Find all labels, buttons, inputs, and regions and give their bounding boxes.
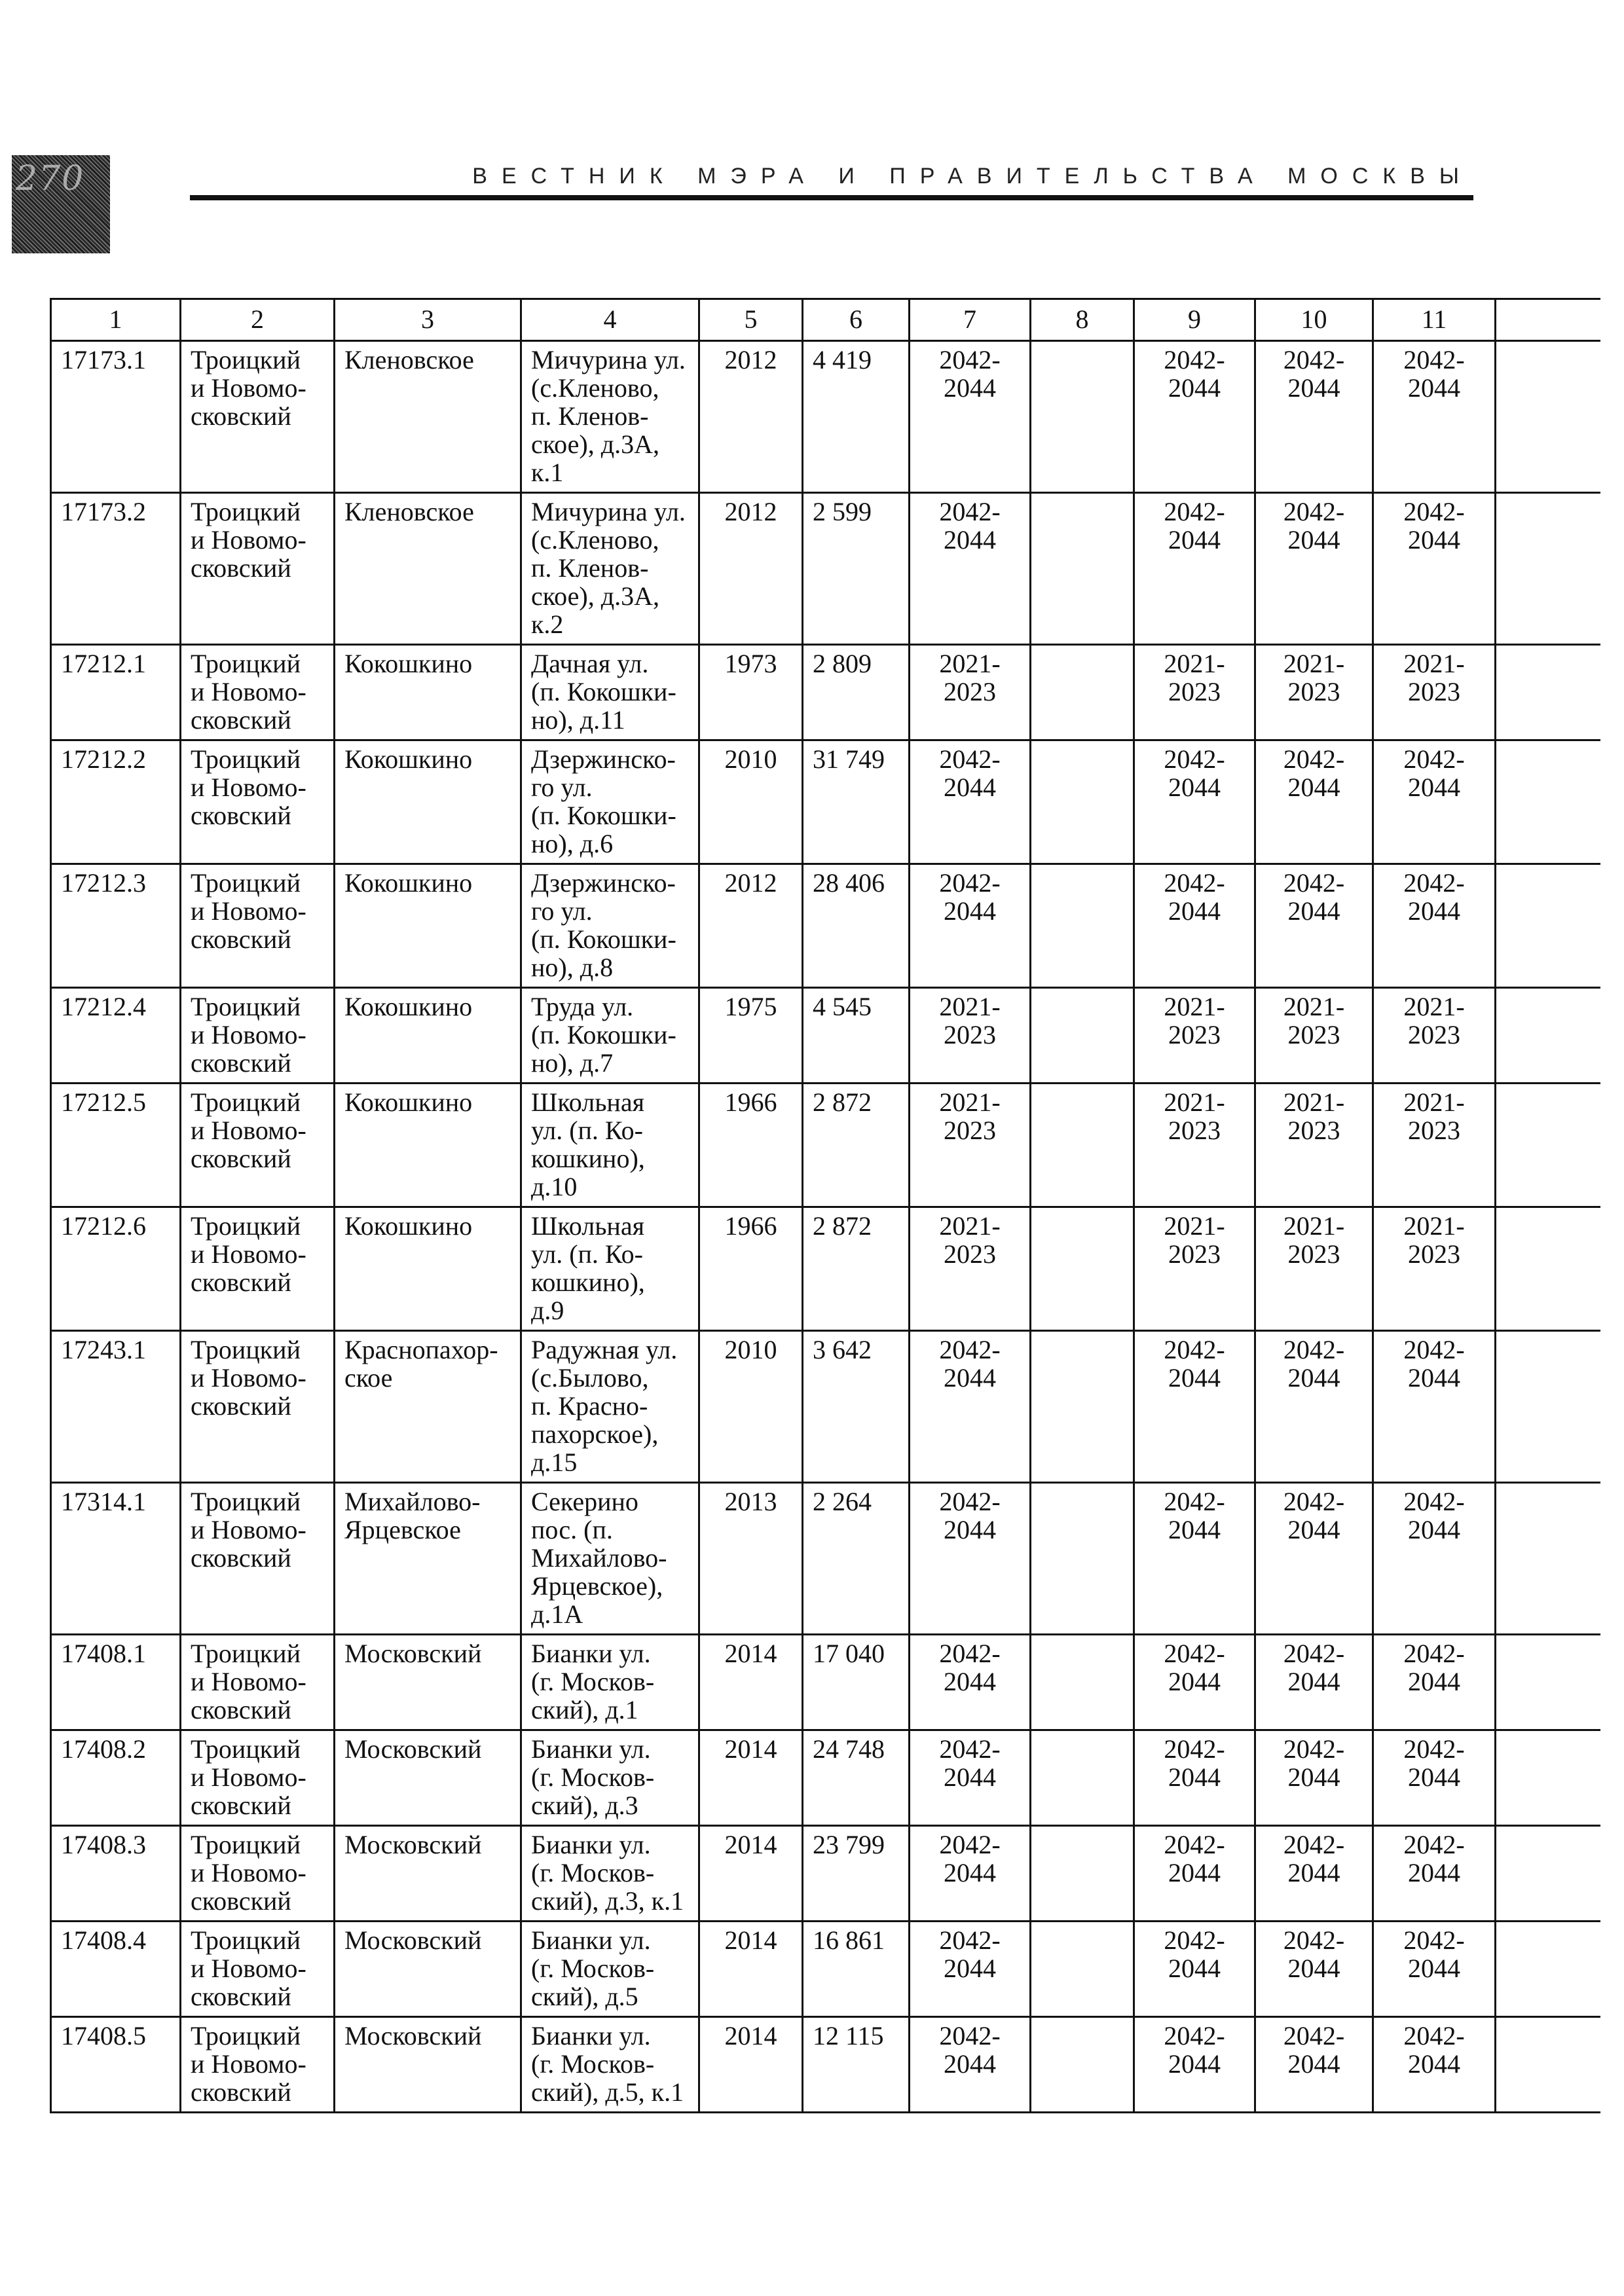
column-header: 4 — [521, 299, 699, 341]
table-cell: 2021- 2023 — [1255, 645, 1373, 740]
table-cell: 2042- 2044 — [1255, 2017, 1373, 2113]
table-cell: Труда ул. (п. Кокошки- но), д.7 — [521, 988, 699, 1084]
table-cell: 2042- 2044 — [910, 493, 1031, 645]
table-cell: Бианки ул. (г. Москов- ский), д.3, к.1 — [521, 1826, 699, 1922]
table-cell: 17173.1 — [51, 341, 181, 493]
table-cell — [1031, 2017, 1134, 2113]
table-cell: 3 642 — [803, 1331, 910, 1483]
table-cell: 17408.2 — [51, 1730, 181, 1826]
table-cell: 2021- 2023 — [910, 1084, 1031, 1207]
header-rule — [190, 195, 1473, 200]
table-cell-spacer — [1496, 740, 1600, 864]
table-cell — [1031, 1635, 1134, 1730]
table-cell: 2042- 2044 — [1255, 864, 1373, 988]
table-cell: Троицкий и Новомо- сковский — [181, 1922, 335, 2017]
table-cell: 2014 — [699, 1730, 803, 1826]
table-cell: 28 406 — [803, 864, 910, 988]
table-cell: Московский — [335, 1730, 521, 1826]
table-row — [51, 493, 1600, 645]
table-row — [51, 1826, 1600, 1922]
table-cell: Школьная ул. (п. Ко- кошкино), д.10 — [521, 1084, 699, 1207]
table-cell: Троицкий и Новомо- сковский — [181, 341, 335, 493]
table-cell: 2042- 2044 — [1255, 341, 1373, 493]
table-cell: Троицкий и Новомо- сковский — [181, 493, 335, 645]
table-cell: 2042- 2044 — [910, 1483, 1031, 1635]
table-cell: 2042- 2044 — [1255, 493, 1373, 645]
table-row — [51, 1483, 1600, 1635]
table-cell: 17212.1 — [51, 645, 181, 740]
table-cell: 2014 — [699, 1635, 803, 1730]
table-cell: 2042- 2044 — [1134, 1331, 1255, 1483]
table-cell — [1031, 1483, 1134, 1635]
table-cell: 2042- 2044 — [1373, 1730, 1496, 1826]
table-cell: 2021- 2023 — [1255, 988, 1373, 1084]
column-header: 11 — [1373, 299, 1496, 341]
table-cell: Кленовское — [335, 493, 521, 645]
table-cell: 4 419 — [803, 341, 910, 493]
table-cell: 17243.1 — [51, 1331, 181, 1483]
table-cell: 2042- 2044 — [1255, 1826, 1373, 1922]
table-cell: 2042- 2044 — [1373, 2017, 1496, 2113]
table-cell: Секерино пос. (п. Михайлово- Ярцевское), д.1А — [521, 1483, 699, 1635]
table-cell: Бианки ул. (г. Москов- ский), д.1 — [521, 1635, 699, 1730]
table-cell: 17408.1 — [51, 1635, 181, 1730]
table-cell — [1031, 1826, 1134, 1922]
table-row — [51, 864, 1600, 988]
table-cell: Троицкий и Новомо- сковский — [181, 1483, 335, 1635]
table-cell: 2042- 2044 — [1134, 1483, 1255, 1635]
table-row — [51, 2017, 1600, 2113]
page-number-mark — [12, 155, 110, 253]
table-cell: 2042- 2044 — [910, 2017, 1031, 2113]
table-cell — [1031, 1922, 1134, 2017]
table-cell: Троицкий и Новомо- сковский — [181, 645, 335, 740]
table-cell: 17173.2 — [51, 493, 181, 645]
table-cell: 2021- 2023 — [1373, 645, 1496, 740]
table-cell: 2013 — [699, 1483, 803, 1635]
table-cell: 2042- 2044 — [1134, 1730, 1255, 1826]
table-cell — [1031, 1331, 1134, 1483]
table-cell — [1031, 493, 1134, 645]
table-cell: 17 040 — [803, 1635, 910, 1730]
table-cell: 17408.3 — [51, 1826, 181, 1922]
table-cell: 2042- 2044 — [1373, 1922, 1496, 2017]
table-cell: 2021- 2023 — [910, 988, 1031, 1084]
table-cell: 2012 — [699, 864, 803, 988]
table-cell: 2042- 2044 — [1373, 864, 1496, 988]
table-cell: Кленовское — [335, 341, 521, 493]
page-number: 270 — [16, 159, 85, 198]
table-cell: 2021- 2023 — [1134, 1084, 1255, 1207]
table-cell-spacer — [1496, 1826, 1600, 1922]
table-cell: 2042- 2044 — [1373, 740, 1496, 864]
table-cell: 2042- 2044 — [1373, 1483, 1496, 1635]
table-cell — [1031, 988, 1134, 1084]
table-cell-spacer — [1496, 1331, 1600, 1483]
table-row — [51, 1084, 1600, 1207]
table-cell-spacer — [1496, 1483, 1600, 1635]
table-cell: Михайлово- Ярцевское — [335, 1483, 521, 1635]
table-cell: 2042- 2044 — [1373, 1826, 1496, 1922]
table-cell: 2021- 2023 — [910, 645, 1031, 740]
table-cell: 2042- 2044 — [1134, 1922, 1255, 2017]
table-cell: Московский — [335, 1922, 521, 2017]
table-cell: Московский — [335, 2017, 521, 2113]
table-cell: Бианки ул. (г. Москов- ский), д.5 — [521, 1922, 699, 2017]
table-cell: 2021- 2023 — [1134, 988, 1255, 1084]
table-cell: 2 872 — [803, 1207, 910, 1331]
table-cell: Московский — [335, 1826, 521, 1922]
table-cell: 2042- 2044 — [1134, 1635, 1255, 1730]
table-cell: 2042- 2044 — [910, 341, 1031, 493]
table-body — [51, 341, 1600, 2113]
table-cell: 17212.3 — [51, 864, 181, 988]
table-row — [51, 1331, 1600, 1483]
table-cell: Радужная ул. (с.Былово, п. Красно- пахорское), д.15 — [521, 1331, 699, 1483]
table-cell: Кокошкино — [335, 1084, 521, 1207]
table-cell: Троицкий и Новомо- сковский — [181, 1207, 335, 1331]
table-cell: 2042- 2044 — [910, 1826, 1031, 1922]
table-cell: 17212.6 — [51, 1207, 181, 1331]
table-cell: 2042- 2044 — [1373, 341, 1496, 493]
table-cell: Троицкий и Новомо- сковский — [181, 1635, 335, 1730]
table-cell: 2042- 2044 — [1255, 1730, 1373, 1826]
table-cell: 1966 — [699, 1084, 803, 1207]
table-cell — [1031, 1730, 1134, 1826]
table-cell: 2042- 2044 — [1373, 493, 1496, 645]
table-cell: Краснопахор- ское — [335, 1331, 521, 1483]
table-cell: 2014 — [699, 1826, 803, 1922]
table-cell: Бианки ул. (г. Москов- ский), д.5, к.1 — [521, 2017, 699, 2113]
column-header: 8 — [1031, 299, 1134, 341]
table-cell: 2042- 2044 — [910, 864, 1031, 988]
table-cell: 2042- 2044 — [1134, 864, 1255, 988]
table-cell: 2021- 2023 — [1134, 645, 1255, 740]
table-cell-spacer — [1496, 1730, 1600, 1826]
table-cell: Кокошкино — [335, 1207, 521, 1331]
table-cell: 17408.4 — [51, 1922, 181, 2017]
table-cell: 2021- 2023 — [1373, 1207, 1496, 1331]
table-cell: 2042- 2044 — [1134, 740, 1255, 864]
table-cell-spacer — [1496, 2017, 1600, 2113]
table-cell: 2042- 2044 — [910, 1922, 1031, 2017]
table-cell: 2021- 2023 — [1373, 988, 1496, 1084]
column-header: 1 — [51, 299, 181, 341]
table-cell: 24 748 — [803, 1730, 910, 1826]
table-cell: 2042- 2044 — [1255, 1635, 1373, 1730]
table-cell: 23 799 — [803, 1826, 910, 1922]
table-cell: Кокошкино — [335, 988, 521, 1084]
table-cell-spacer — [1496, 988, 1600, 1084]
table-cell: Дзержинско- го ул. (п. Кокошки- но), д.6 — [521, 740, 699, 864]
table-cell: 31 749 — [803, 740, 910, 864]
table-cell: 1973 — [699, 645, 803, 740]
table-row — [51, 1730, 1600, 1826]
table-cell: Кокошкино — [335, 740, 521, 864]
table-cell: 1966 — [699, 1207, 803, 1331]
table-cell-spacer — [1496, 1635, 1600, 1730]
table-cell: 2042- 2044 — [1255, 1483, 1373, 1635]
table-row — [51, 988, 1600, 1084]
table-cell — [1031, 341, 1134, 493]
table-cell — [1031, 740, 1134, 864]
table-cell: Мичурина ул. (с.Кленово, п. Кленов- ское), д.3А, к.1 — [521, 341, 699, 493]
column-header: 9 — [1134, 299, 1255, 341]
table-cell: 4 545 — [803, 988, 910, 1084]
table-cell: Троицкий и Новомо- сковский — [181, 2017, 335, 2113]
table-cell: Мичурина ул. (с.Кленово, п. Кленов- ское), д.3А, к.2 — [521, 493, 699, 645]
table-cell-spacer — [1496, 1207, 1600, 1331]
buildings-table — [50, 298, 1600, 2113]
table-cell: Кокошкино — [335, 645, 521, 740]
table-cell-spacer — [1496, 341, 1600, 493]
table-cell: 16 861 — [803, 1922, 910, 2017]
table-cell — [1031, 1207, 1134, 1331]
table-cell: Троицкий и Новомо- сковский — [181, 1730, 335, 1826]
table-cell-spacer — [1496, 645, 1600, 740]
table-header-row — [51, 299, 1600, 341]
table-cell: 2042- 2044 — [1134, 1826, 1255, 1922]
table-row — [51, 1635, 1600, 1730]
table-cell: 2012 — [699, 341, 803, 493]
table-cell: 2 599 — [803, 493, 910, 645]
table-cell: Троицкий и Новомо- сковский — [181, 1084, 335, 1207]
table-cell: 17212.5 — [51, 1084, 181, 1207]
table-cell: 2021- 2023 — [910, 1207, 1031, 1331]
table-cell: 2042- 2044 — [1255, 1331, 1373, 1483]
table-cell-spacer — [1496, 864, 1600, 988]
table-cell: Троицкий и Новомо- сковский — [181, 740, 335, 864]
table-cell: Дзержинско- го ул. (п. Кокошки- но), д.8 — [521, 864, 699, 988]
table-row — [51, 645, 1600, 740]
table-cell: Кокошкино — [335, 864, 521, 988]
table-cell: 17408.5 — [51, 2017, 181, 2113]
table-cell: 2042- 2044 — [910, 740, 1031, 864]
table-cell: 2021- 2023 — [1255, 1207, 1373, 1331]
table-cell: 17212.2 — [51, 740, 181, 864]
table-cell: Троицкий и Новомо- сковский — [181, 1826, 335, 1922]
table-cell: 2021- 2023 — [1255, 1084, 1373, 1207]
table-cell-spacer — [1496, 1922, 1600, 2017]
table-row — [51, 1207, 1600, 1331]
column-header: 10 — [1255, 299, 1373, 341]
table-cell: Дачная ул. (п. Кокошки- но), д.11 — [521, 645, 699, 740]
table-cell: 17314.1 — [51, 1483, 181, 1635]
table-cell: Бианки ул. (г. Москов- ский), д.3 — [521, 1730, 699, 1826]
table-cell: 2042- 2044 — [1373, 1635, 1496, 1730]
table-cell: 2042- 2044 — [1255, 740, 1373, 864]
table-row — [51, 341, 1600, 493]
table-cell — [1031, 864, 1134, 988]
column-header-spacer — [1496, 299, 1600, 341]
table-row — [51, 1922, 1600, 2017]
table-cell: 2042- 2044 — [1255, 1922, 1373, 2017]
column-header: 2 — [181, 299, 335, 341]
table-cell: Школьная ул. (п. Ко- кошкино), д.9 — [521, 1207, 699, 1331]
table-row — [51, 740, 1600, 864]
table-cell: Троицкий и Новомо- сковский — [181, 864, 335, 988]
column-header: 5 — [699, 299, 803, 341]
table-cell: 2012 — [699, 493, 803, 645]
table-cell: 2010 — [699, 1331, 803, 1483]
table-cell: 2021- 2023 — [1373, 1084, 1496, 1207]
table-cell: 1975 — [699, 988, 803, 1084]
table-cell: 2021- 2023 — [1134, 1207, 1255, 1331]
journal-title: ВЕСТНИК МЭРА И ПРАВИТЕЛЬСТВА МОСКВЫ — [472, 164, 1473, 189]
table-cell: 2042- 2044 — [910, 1730, 1031, 1826]
table-cell: 2042- 2044 — [1134, 493, 1255, 645]
table-cell: 2010 — [699, 740, 803, 864]
column-header: 3 — [335, 299, 521, 341]
table-cell: 2014 — [699, 2017, 803, 2113]
table-cell: 2042- 2044 — [1373, 1331, 1496, 1483]
column-header: 7 — [910, 299, 1031, 341]
table-cell — [1031, 1084, 1134, 1207]
table-cell — [1031, 645, 1134, 740]
table-cell: 17212.4 — [51, 988, 181, 1084]
table-cell: 2042- 2044 — [1134, 2017, 1255, 2113]
table-cell: 2 809 — [803, 645, 910, 740]
table-cell: Московский — [335, 1635, 521, 1730]
table-cell: 2042- 2044 — [910, 1635, 1031, 1730]
table-cell: 2 872 — [803, 1084, 910, 1207]
table-cell: 2 264 — [803, 1483, 910, 1635]
table-cell-spacer — [1496, 493, 1600, 645]
table-cell: 2042- 2044 — [910, 1331, 1031, 1483]
table-cell: Троицкий и Новомо- сковский — [181, 988, 335, 1084]
table-cell: Троицкий и Новомо- сковский — [181, 1331, 335, 1483]
column-header: 6 — [803, 299, 910, 341]
table-cell: 12 115 — [803, 2017, 910, 2113]
table-cell: 2014 — [699, 1922, 803, 2017]
table-cell-spacer — [1496, 1084, 1600, 1207]
table-cell: 2042- 2044 — [1134, 341, 1255, 493]
